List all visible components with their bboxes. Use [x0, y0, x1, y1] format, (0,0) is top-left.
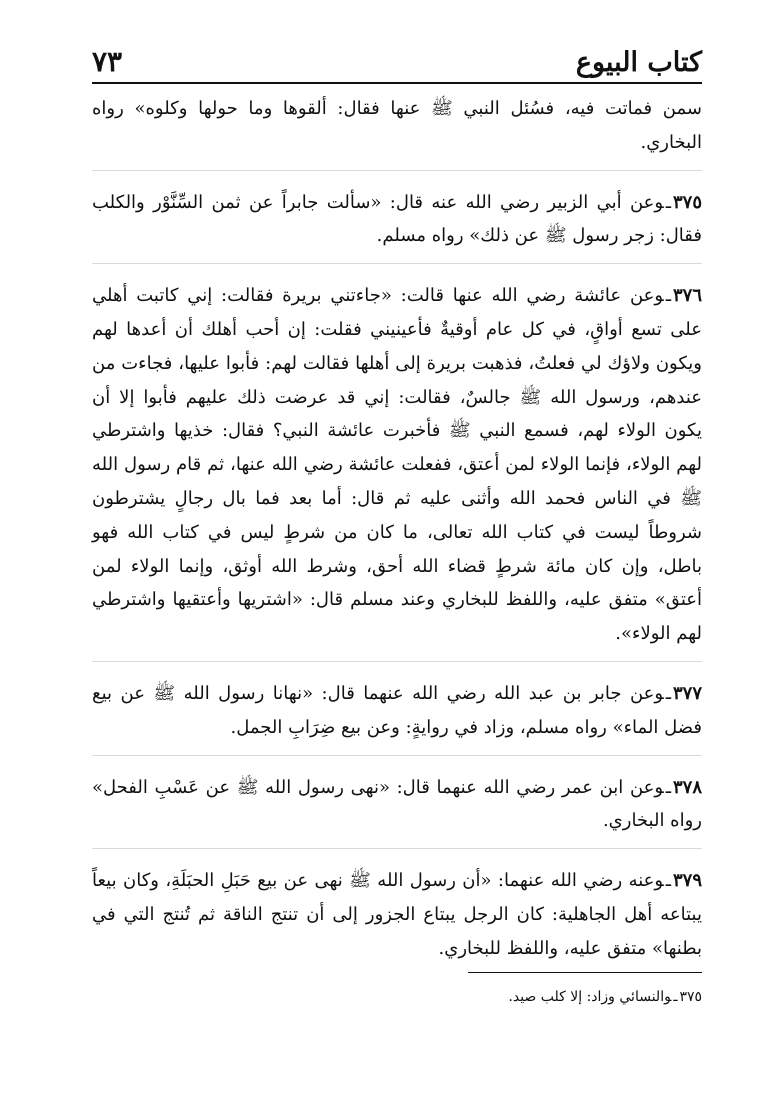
footnote-separator: ـ [673, 989, 678, 1005]
hadith-377 [92, 677, 702, 745]
entry-divider [92, 263, 702, 264]
hadith-number: ٣٧٨ [672, 776, 702, 798]
hadith-376 [92, 279, 702, 651]
number-separator: ـ [665, 285, 671, 307]
hadith-text: وعن عائشة رضي الله عنها قالت: «جاءتني بريرة فقالت: إني كاتبت أهلي على تسع أواقٍ، في كل عام أوقيةٌ فأعينيني فقلت: إن أحب أهلك أن أعدها لهم ويكون ولاؤك لي فعلتُ، فذهبت بريرة إلى أهلها فقالت لهم: فأبوا عليها، فجاءت من عندهم، ورسول الله ﷺ جالسٌ، فقالت: إني قد عرضت ذلك عليهم فأبوا إلا أن يكون الولاء لهم، فسمع النبي ﷺ فأخبرت عائشة النبي؟ فقال: خذيها واشترطي لهم الولاء، فإنما الولاء لمن أعتق، ففعلت عائشة رضي الله عنها، ثم قام رسول الله ﷺ في الناس فحمد الله وأثنى عليه ثم قال: أما بعد فما بال رجالٍ يشترطون شروطاً ليست في كتاب الله تعالى، ما كان من شرطٍ ليس في كتاب الله فهو باطل، وإن كان مائة شرطٍ قضاء الله أحق، وشرط الله أوثق، وإنما الولاء لمن أعتق» متفق عليه، واللفظ للبخاري وعند مسلم قال: «اشتريها وأعتقيها واشترطي لهم الولاء». [92, 285, 702, 645]
number-separator: ـ [665, 191, 671, 213]
continued-paragraph [92, 92, 702, 160]
main-text [92, 92, 702, 966]
number-separator: ـ [665, 682, 671, 704]
hadith-text: وعن أبي الزبير رضي الله عنه قال: «سألت جابراً عن ثمن السِّنَّوْر والكلب فقال: زجر رسول ﷺ عن ذلك» رواه مسلم. [92, 191, 702, 247]
page-number: ٧٣ [92, 45, 123, 78]
footnote-rule [468, 972, 702, 973]
chapter-title: كتاب البيوع [575, 47, 702, 78]
hadith-text: وعن ابن عمر رضي الله عنهما قال: «نهى رسول الله ﷺ عن عَسْبِ الفحل» رواه البخاري. [92, 776, 702, 832]
hadith-378 [92, 771, 702, 839]
hadith-number: ٣٧٦ [672, 285, 702, 307]
hadith-number: ٣٧٥ [672, 191, 702, 213]
hadith-text: وعنه رضي الله عنهما: «أن رسول الله ﷺ نهى عن بيع حَبَلِ الحبَلَةِ، وكان بيعاً يبتاعه أهل الجاهلية: كان الرجل يبتاع الجزور إلى أن تنتج الناقة ثم تُنتج التي في بطنها» متفق عليه، واللفظ للبخاري. [92, 870, 702, 959]
hadith-number: ٣٧٧ [672, 682, 702, 704]
footnote-text: والنسائي وزاد: إلا كلب صيد. [508, 989, 672, 1005]
footnote-number: ٣٧٥ [679, 989, 702, 1005]
hadith-text: وعن جابر بن عبد الله رضي الله عنهما قال: «نهانا رسول الله ﷺ عن بيع فضل الماء» رواه مسلم، وزاد في روايةٍ: وعن بيع ضِرَابِ الجمل. [92, 682, 702, 738]
page-header [92, 30, 702, 84]
hadith-number: ٣٧٩ [672, 870, 702, 892]
footnote [92, 985, 702, 1009]
entry-divider [92, 755, 702, 756]
paragraph-text: سمن فماتت فيه، فسُئل النبي ﷺ عنها فقال: ألقوها وما حولها وكلوه» رواه البخاري. [92, 98, 702, 153]
number-separator: ـ [665, 870, 671, 892]
entry-divider [92, 170, 702, 171]
entry-divider [92, 848, 702, 849]
entry-divider [92, 661, 702, 662]
number-separator: ـ [665, 776, 671, 798]
hadith-375 [92, 186, 702, 254]
hadith-379 [92, 864, 702, 965]
